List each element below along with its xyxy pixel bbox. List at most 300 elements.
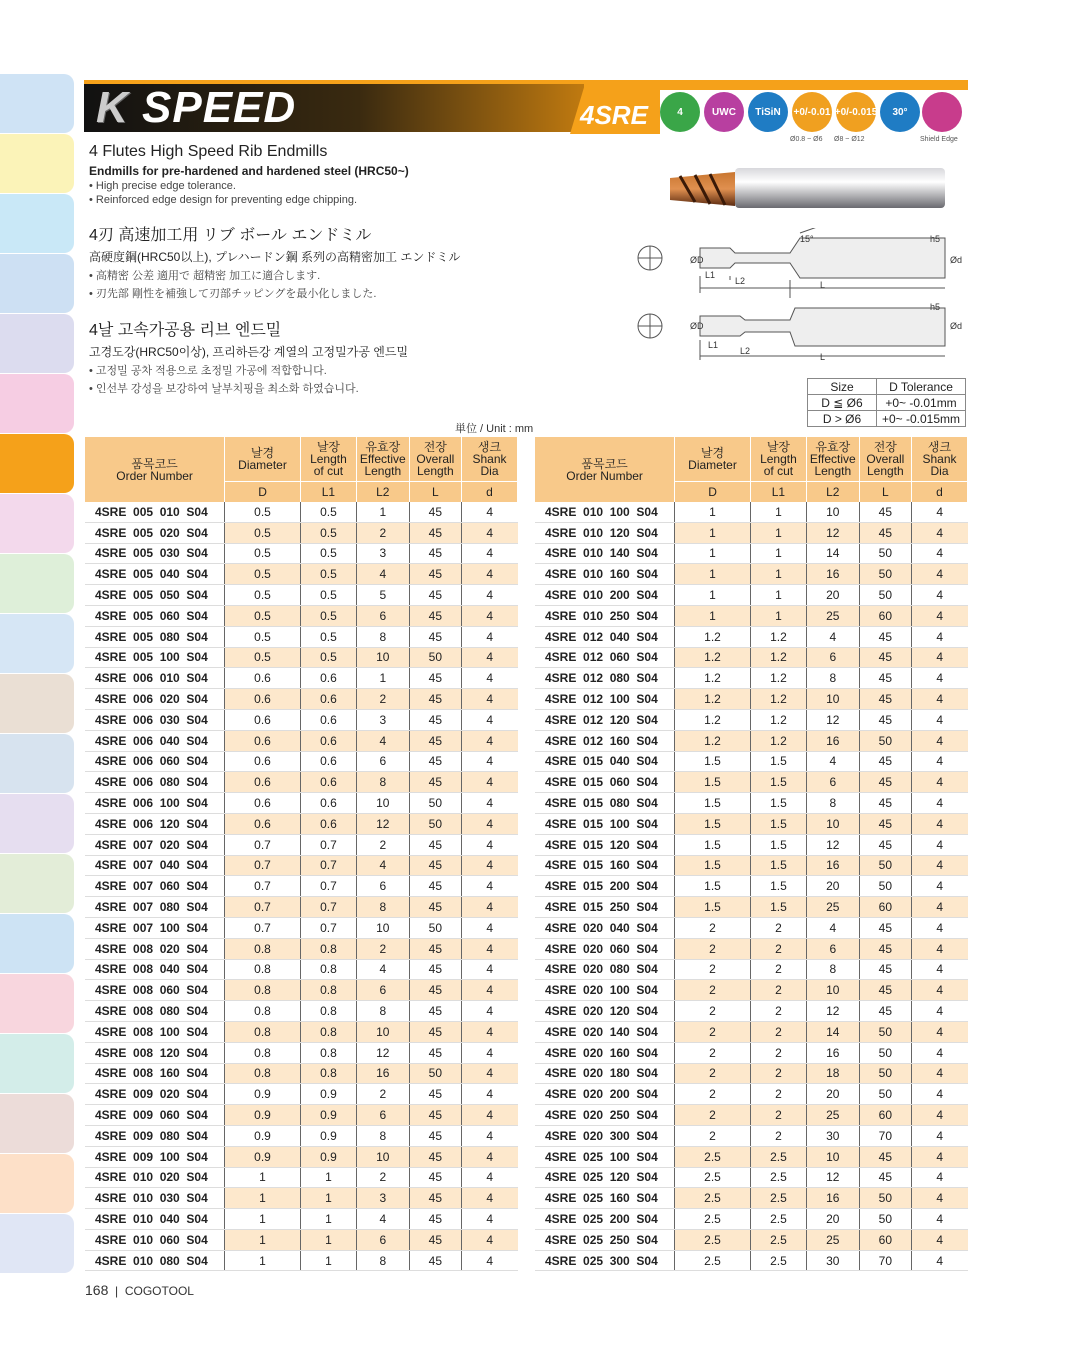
order-number: 4SRE 025 250 S04: [535, 1229, 675, 1250]
side-tab[interactable]: [0, 1094, 74, 1153]
table-row: [85, 897, 518, 918]
header-line: of cut: [313, 464, 344, 478]
spec-cell: 0.8: [225, 980, 301, 1001]
spec-cell: 4: [461, 938, 517, 959]
order-number: 4SRE 005 080 S04: [85, 626, 225, 647]
spec-cell: 4: [911, 1001, 967, 1022]
spec-cell: 1.5: [675, 793, 751, 814]
subheader: D: [225, 482, 301, 503]
header-line: of cut: [763, 464, 794, 478]
l1-label: L1: [705, 270, 716, 280]
spec-cell: 4: [911, 522, 967, 543]
spec-cell: 20: [806, 1209, 859, 1230]
spec-cell: 2: [356, 1084, 409, 1105]
spec-cell: 2: [356, 834, 409, 855]
order-number: 4SRE 025 300 S04: [535, 1250, 675, 1271]
spec-cell: 10: [356, 1021, 409, 1042]
spec-cell: 4: [461, 1167, 517, 1188]
table-row: [535, 668, 968, 689]
table-row: [535, 1125, 968, 1146]
side-tab[interactable]: [0, 734, 74, 793]
side-tab[interactable]: [0, 1034, 74, 1093]
spec-cell: 4: [911, 1146, 967, 1167]
spec-cell: 6: [356, 980, 409, 1001]
spec-cell: 45: [409, 1105, 461, 1126]
spec-cell: 14: [806, 1021, 859, 1042]
spec-cell: 4: [911, 772, 967, 793]
dimension-drawing: [630, 228, 970, 368]
side-tab[interactable]: [0, 674, 74, 733]
spec-cell: 50: [859, 730, 911, 751]
product-intro: [89, 143, 609, 398]
side-tab[interactable]: [0, 254, 74, 313]
spec-cell: 70: [859, 1250, 911, 1271]
spec-cell: 2: [675, 1125, 751, 1146]
table-row: [85, 1105, 518, 1126]
order-number: 4SRE 005 050 S04: [85, 585, 225, 606]
side-tab[interactable]: [0, 314, 74, 373]
spec-cell: 4: [461, 751, 517, 772]
spec-cell: 2.5: [750, 1250, 806, 1271]
spec-cell: 50: [409, 813, 461, 834]
order-number: 4SRE 005 030 S04: [85, 543, 225, 564]
spec-table-left: [85, 437, 518, 1271]
spec-cell: 45: [409, 564, 461, 585]
order-number: 4SRE 015 250 S04: [535, 897, 675, 918]
spec-cell: 1.2: [750, 709, 806, 730]
table-row: [85, 605, 518, 626]
subheader: L: [859, 482, 911, 503]
spec-cell: 0.5: [225, 626, 301, 647]
spec-cell: 10: [806, 1146, 859, 1167]
table-row: [85, 1146, 518, 1167]
spec-cell: 3: [356, 543, 409, 564]
spec-cell: 1.5: [675, 772, 751, 793]
spec-cell: 2: [750, 1105, 806, 1126]
order-number: 4SRE 006 080 S04: [85, 772, 225, 793]
spec-cell: 2: [750, 1125, 806, 1146]
spec-cell: 10: [806, 980, 859, 1001]
spec-cell: 4: [911, 1021, 967, 1042]
spec-cell: 25: [806, 897, 859, 918]
header-line: Effective: [809, 452, 856, 466]
spec-cell: 2: [675, 959, 751, 980]
en-bullet: • Reinforced edge design for preventing edge chipping.: [89, 194, 358, 206]
side-tab[interactable]: [0, 554, 74, 613]
spec-cell: 1.5: [675, 834, 751, 855]
header-line: Length: [416, 464, 454, 478]
spec-cell: 4: [461, 959, 517, 980]
spec-cell: 45: [859, 938, 911, 959]
spec-cell: 0.7: [225, 917, 301, 938]
spec-cell: 45: [409, 668, 461, 689]
header-line: 날경: [700, 446, 725, 460]
spec-cell: 0.8: [300, 1063, 356, 1084]
spec-cell: 4: [461, 772, 517, 793]
en-bullet: • High precise edge tolerance.: [89, 180, 236, 192]
table-row: [85, 522, 518, 543]
subheader: D: [675, 482, 751, 503]
spec-cell: 4: [911, 1167, 967, 1188]
spec-cell: 45: [409, 1229, 461, 1250]
order-number: 4SRE 010 200 S04: [535, 585, 675, 606]
spec-cell: 1.5: [750, 834, 806, 855]
side-tab[interactable]: [0, 194, 74, 253]
spec-cell: 6: [806, 772, 859, 793]
spec-cell: 2.5: [675, 1146, 751, 1167]
spec-cell: 4: [911, 1042, 967, 1063]
spec-cell: 0.6: [300, 730, 356, 751]
header-line: Order Number: [566, 468, 643, 483]
spec-cell: 0.6: [225, 668, 301, 689]
spec-cell: 4: [911, 1084, 967, 1105]
spec-cell: 1.5: [675, 897, 751, 918]
badge-note: Shield Edge: [920, 136, 958, 143]
spec-cell: 1.2: [750, 668, 806, 689]
side-tab[interactable]: [0, 914, 74, 973]
spec-cell: 3: [356, 709, 409, 730]
spec-cell: 0.8: [225, 1042, 301, 1063]
spec-cell: 60: [859, 1105, 911, 1126]
header-line: 품목코드: [131, 456, 178, 471]
side-index-tabs: [0, 74, 74, 1274]
order-number: 4SRE 015 200 S04: [535, 876, 675, 897]
spec-cell: 4: [911, 1125, 967, 1146]
spec-cell: 6: [806, 647, 859, 668]
order-number: 4SRE 010 040 S04: [85, 1209, 225, 1230]
spec-cell: 2.5: [675, 1167, 751, 1188]
uwc-icon: UWC: [704, 92, 744, 132]
spec-cell: 4: [911, 626, 967, 647]
spec-cell: 12: [356, 813, 409, 834]
tol-cell: D ≦ Ø6: [808, 395, 877, 411]
spec-cell: 4: [806, 751, 859, 772]
table-row: [85, 1167, 518, 1188]
spec-cell: 4: [806, 917, 859, 938]
header-l2: [356, 437, 409, 482]
table-row: [85, 1250, 518, 1271]
table-row: [535, 938, 968, 959]
spec-cell: 4: [911, 1105, 967, 1126]
spec-cell: 0.8: [300, 1001, 356, 1022]
spec-cell: 4: [911, 1250, 967, 1271]
kr-bullet: • 고정밀 공차 적용으로 초정밀 가공에 적합합니다.: [89, 365, 327, 377]
spec-cell: 30: [806, 1250, 859, 1271]
spec-cell: 4: [911, 543, 967, 564]
spec-cell: 2: [675, 917, 751, 938]
spec-cell: 45: [409, 585, 461, 606]
spec-cell: 18: [806, 1063, 859, 1084]
order-number: 4SRE 007 060 S04: [85, 876, 225, 897]
spec-cell: 4: [356, 730, 409, 751]
spec-cell: 45: [409, 938, 461, 959]
table-row: [85, 959, 518, 980]
spec-cell: 1.2: [750, 626, 806, 647]
spec-cell: 6: [356, 1105, 409, 1126]
spec-cell: 45: [859, 1146, 911, 1167]
table-row: [85, 626, 518, 647]
spec-cell: 1.2: [750, 730, 806, 751]
spec-cell: 45: [859, 626, 911, 647]
table-row: [85, 1001, 518, 1022]
spec-cell: 45: [409, 1084, 461, 1105]
side-tab[interactable]: [0, 1154, 74, 1213]
spec-cell: 0.6: [300, 772, 356, 793]
header-dia: [675, 437, 751, 482]
side-tab[interactable]: [0, 974, 74, 1033]
spec-cell: 4: [461, 605, 517, 626]
helix-angle-icon: 30°: [880, 92, 920, 132]
header-line: 전장: [423, 440, 447, 454]
table-row: [535, 834, 968, 855]
spec-cell: 1.5: [750, 751, 806, 772]
order-number: 4SRE 025 100 S04: [535, 1146, 675, 1167]
spec-cell: 0.5: [300, 543, 356, 564]
spec-cell: 45: [409, 980, 461, 1001]
spec-cell: 45: [409, 751, 461, 772]
spec-cell: 0.9: [300, 1105, 356, 1126]
subheader: L2: [356, 482, 409, 503]
spec-cell: 0.7: [225, 855, 301, 876]
spec-cell: 50: [859, 585, 911, 606]
table-row: [535, 772, 968, 793]
spec-cell: 6: [356, 751, 409, 772]
order-number: 4SRE 020 140 S04: [535, 1021, 675, 1042]
spec-cell: 0.8: [225, 959, 301, 980]
order-number: 4SRE 009 060 S04: [85, 1105, 225, 1126]
l2-label: L2: [735, 276, 746, 286]
spec-cell: 0.6: [300, 751, 356, 772]
side-tab[interactable]: [0, 374, 74, 433]
spec-cell: 0.8: [300, 1021, 356, 1042]
spec-cell: 1: [675, 522, 751, 543]
table-row: [535, 1188, 968, 1209]
spec-cell: 4: [911, 1188, 967, 1209]
order-number: 4SRE 012 120 S04: [535, 709, 675, 730]
spec-cell: 0.6: [300, 813, 356, 834]
order-number: 4SRE 025 120 S04: [535, 1167, 675, 1188]
side-tab[interactable]: [0, 1214, 74, 1273]
spec-cell: 45: [409, 834, 461, 855]
spec-cell: 45: [409, 1021, 461, 1042]
en-title: 4 Flutes High Speed Rib Endmills: [89, 143, 328, 160]
order-number: 4SRE 010 080 S04: [85, 1250, 225, 1271]
spec-cell: 1: [300, 1209, 356, 1230]
spec-cell: 1: [675, 502, 751, 522]
spec-cell: 1.5: [750, 772, 806, 793]
order-number: 4SRE 010 140 S04: [535, 543, 675, 564]
order-number: 4SRE 025 160 S04: [535, 1188, 675, 1209]
spec-cell: 10: [806, 689, 859, 710]
table-row: [535, 876, 968, 897]
spec-cell: 45: [859, 751, 911, 772]
order-number: 4SRE 009 100 S04: [85, 1146, 225, 1167]
dia-label: ØD: [690, 321, 704, 331]
spec-cell: 2.5: [750, 1146, 806, 1167]
spec-cell: 0.9: [300, 1084, 356, 1105]
order-number: 4SRE 005 100 S04: [85, 647, 225, 668]
spec-cell: 4: [911, 668, 967, 689]
spec-cell: 1: [750, 564, 806, 585]
spec-cell: 8: [356, 772, 409, 793]
side-tab[interactable]: [0, 494, 74, 553]
tol-cell: +0~ -0.015mm: [877, 411, 966, 427]
spec-cell: 0.7: [300, 855, 356, 876]
spec-cell: 4: [461, 1001, 517, 1022]
spec-cell: 45: [409, 543, 461, 564]
spec-cell: 8: [806, 793, 859, 814]
spec-cell: 1.5: [750, 813, 806, 834]
table-row: [85, 855, 518, 876]
spec-cell: 45: [409, 1250, 461, 1271]
order-number: 4SRE 006 060 S04: [85, 751, 225, 772]
spec-cell: 2: [356, 689, 409, 710]
spec-cell: 1.5: [675, 876, 751, 897]
spec-cell: 4: [461, 709, 517, 730]
spec-cell: 4: [911, 730, 967, 751]
tol-header: D Tolerance: [877, 379, 966, 395]
spec-cell: 1.2: [675, 647, 751, 668]
spec-cell: 2.5: [675, 1209, 751, 1230]
footer-sep: |: [115, 1284, 119, 1298]
header-line: 생크: [927, 440, 952, 454]
header-line: 생크: [477, 440, 502, 454]
shield-edge-icon: [922, 92, 962, 132]
spec-cell: 1: [750, 522, 806, 543]
spec-cell: 0.6: [300, 689, 356, 710]
side-tab[interactable]: [0, 74, 74, 133]
spec-cell: 0.9: [300, 1146, 356, 1167]
spec-cell: 4: [461, 626, 517, 647]
header-line: 품목코드: [581, 456, 628, 471]
side-tab[interactable]: [0, 854, 74, 913]
spec-cell: 4: [461, 1021, 517, 1042]
spec-cell: 4: [461, 522, 517, 543]
endmill-photo: [665, 164, 948, 214]
unit-label: 単位 / Unit : mm: [455, 423, 534, 435]
spec-cell: 2: [750, 1021, 806, 1042]
order-number: 4SRE 010 020 S04: [85, 1167, 225, 1188]
spec-cell: 4: [461, 876, 517, 897]
spec-cell: 45: [409, 1125, 461, 1146]
tolerance-icon: +0/-0.015: [836, 92, 876, 132]
spec-cell: 45: [859, 834, 911, 855]
table-row: [535, 1105, 968, 1126]
table-row: [535, 855, 968, 876]
table-row: [535, 751, 968, 772]
order-number: 4SRE 010 120 S04: [535, 522, 675, 543]
spec-cell: 2: [750, 1084, 806, 1105]
spec-cell: 45: [409, 1167, 461, 1188]
shank-label: Ød: [950, 321, 963, 331]
order-number: 4SRE 020 120 S04: [535, 1001, 675, 1022]
spec-cell: 60: [859, 605, 911, 626]
spec-cell: 20: [806, 876, 859, 897]
spec-cell: 1.5: [675, 751, 751, 772]
spec-cell: 50: [859, 564, 911, 585]
spec-cell: 0.5: [225, 605, 301, 626]
spec-cell: 1: [300, 1250, 356, 1271]
table-row: [85, 751, 518, 772]
spec-cell: 10: [356, 917, 409, 938]
spec-cell: 2: [356, 938, 409, 959]
header-code: [85, 437, 225, 502]
spec-cell: 1.2: [750, 689, 806, 710]
spec-cell: 14: [806, 543, 859, 564]
spec-cell: 2: [675, 938, 751, 959]
spec-cell: 45: [409, 522, 461, 543]
spec-cell: 0.5: [225, 585, 301, 606]
header-line: Overall: [866, 452, 905, 466]
table-row: [535, 543, 968, 564]
spec-cell: 25: [806, 1229, 859, 1250]
table-row: [535, 502, 968, 522]
spec-cell: 12: [356, 1042, 409, 1063]
order-number: 4SRE 007 100 S04: [85, 917, 225, 938]
spec-cell: 6: [356, 605, 409, 626]
order-number: 4SRE 008 020 S04: [85, 938, 225, 959]
table-row: [85, 1229, 518, 1250]
spec-cell: 4: [461, 1084, 517, 1105]
spec-cell: 4: [911, 647, 967, 668]
spec-cell: 4: [461, 834, 517, 855]
side-tab[interactable]: [0, 434, 74, 493]
spec-cell: 0.5: [300, 564, 356, 585]
spec-cell: 16: [806, 855, 859, 876]
side-tab[interactable]: [0, 614, 74, 673]
spec-cell: 1: [750, 502, 806, 522]
spec-cell: 0.5: [300, 626, 356, 647]
header-line: Diameter: [688, 458, 737, 472]
spec-cell: 16: [806, 564, 859, 585]
order-number: 4SRE 020 060 S04: [535, 938, 675, 959]
spec-cell: 4: [461, 855, 517, 876]
spec-cell: 4: [461, 1146, 517, 1167]
tolerance-table: [807, 378, 966, 427]
header-line: Length: [866, 464, 904, 478]
spec-cell: 1: [675, 564, 751, 585]
spec-cell: 1.5: [675, 813, 751, 834]
spec-cell: 2: [675, 1021, 751, 1042]
spec-cell: 45: [409, 605, 461, 626]
side-tab[interactable]: [0, 794, 74, 853]
kr-subtitle: 고경도강(HRC50이상), 프리하든강 계열의 고정밀가공 엔드밀: [89, 345, 409, 359]
spec-cell: 4: [356, 855, 409, 876]
subheader: L: [409, 482, 461, 503]
order-number: 4SRE 008 100 S04: [85, 1021, 225, 1042]
spec-cell: 2: [675, 1001, 751, 1022]
table-row: [85, 917, 518, 938]
spec-cell: 0.9: [225, 1084, 301, 1105]
order-number: 4SRE 008 120 S04: [85, 1042, 225, 1063]
brand-title: [96, 84, 296, 132]
spec-cell: 4: [461, 897, 517, 918]
spec-cell: 0.6: [300, 709, 356, 730]
spec-cell: 45: [859, 980, 911, 1001]
spec-cell: 45: [409, 689, 461, 710]
subheader: L1: [750, 482, 806, 503]
spec-cell: 0.5: [225, 522, 301, 543]
spec-cell: 4: [461, 1105, 517, 1126]
side-tab[interactable]: [0, 134, 74, 193]
spec-cell: 45: [859, 813, 911, 834]
spec-cell: 4: [911, 1063, 967, 1084]
spec-cell: 45: [859, 522, 911, 543]
spec-cell: 8: [356, 1125, 409, 1146]
spec-cell: 0.5: [300, 605, 356, 626]
spec-cell: 0.6: [225, 772, 301, 793]
h5-label: h5: [930, 302, 941, 312]
